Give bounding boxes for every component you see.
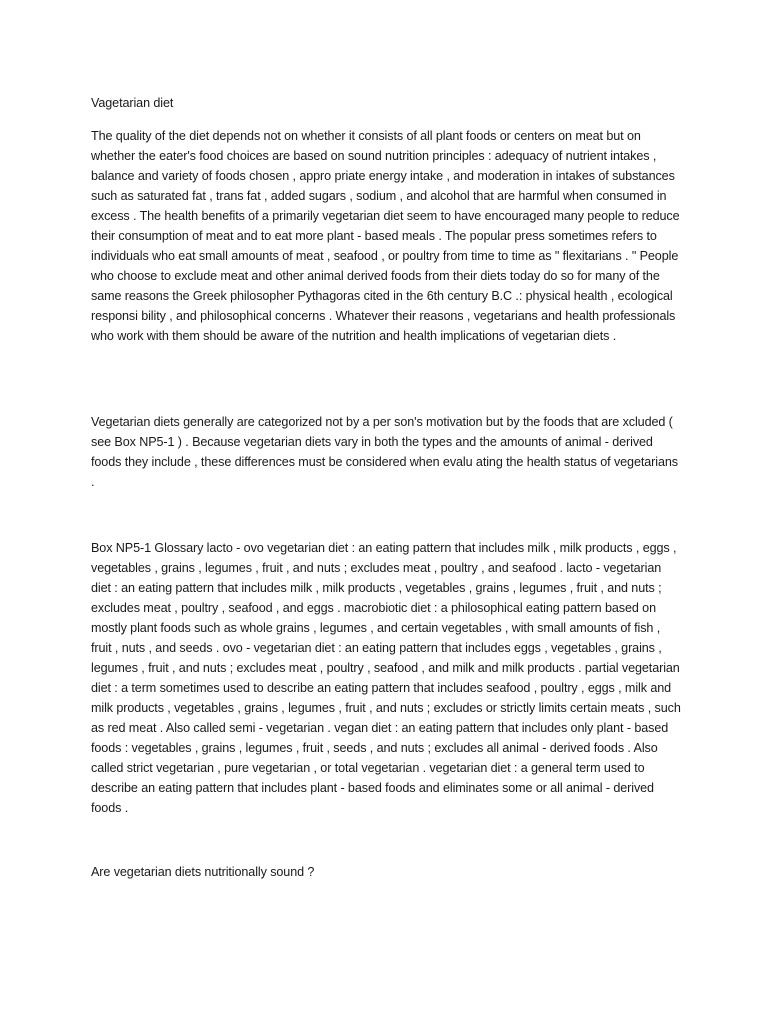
paragraph-diet-categories: Vegetarian diets generally are categorized not by a per son's motivation but by the foods that are xcluded ( see Box NP5-1 ) . Because vegetarian diets vary in both the types and the amounts of animal - derived foods they include , these differences must be considered when evalu ating the health status of vegetarians . (91, 415, 678, 489)
section-question: Are vegetarian diets nutritionally sound ? (91, 865, 315, 879)
document-title: Vagetarian diet (91, 96, 174, 110)
paragraph-glossary-box: Box NP5-1 Glossary lacto - ovo vegetarian diet : an eating pattern that includes milk , milk products , eggs , vegetables , grains , legumes , fruit , and nuts ; excludes meat , poultry , and seafood . lacto - vegetarian diet : an eating pattern that includes milk , milk products , vegetables , grains , legumes , fruit , and nuts ; excludes meat , poultry , seafood , and eggs . macrobiotic diet : a philosophical eating pattern based on mostly plant foods such as whole grains , legumes , and certain vegetables , with small amounts of fish , fruit , nuts , and seeds . ovo - vegetarian diet : an eating pattern that includes eggs , vegetables , grains , legumes , fruit , and nuts ; excludes meat , poultry , seafood , and milk and milk products . partial vegetarian diet : a term sometimes used to describe an eating pattern that includes seafood , poultry , eggs , milk and milk products , vegetables , grains , legumes , fruit , and nuts ; excludes or strictly limits certain meats , such as red meat . Also called semi - vegetarian . vegan diet : an eating pattern that includes only plant - based foods : vegetables , grains , legumes , fruit , seeds , and nuts ; excludes all animal - derived foods . Also called strict vegetarian , pure vegetarian , or total vegetarian . vegetarian diet : a general term used to describe an eating pattern that includes plant - based foods and eliminates some or all animal - derived foods . (91, 541, 681, 815)
paragraph-diet-quality: The quality of the diet depends not on whether it consists of all plant foods or centers on meat but on whether the eater's food choices are based on sound nutrition principles : adequacy of nutrient intakes , balance and variety of foods chosen , appro priate energy intake , and moderation in intakes of substances such as saturated fat , trans fat , added sugars , sodium , and alcohol that are harmful when consumed in excess . The health benefits of a primarily vegetarian diet seem to have encouraged many people to reduce their consumption of meat and to eat more plant - based meals . The popular press sometimes refers to individuals who eat small amounts of meat , seafood , or poultry from time to time as " flexitarians . " People who choose to exclude meat and other animal derived foods from their diets today do so for many of the same reasons the Greek philosopher Pythagoras cited in the 6th century B.C .: physical health , ecological responsi bility , and philosophical concerns . Whatever their reasons , vegetarians and health professionals who work with them should be aware of the nutrition and health implications of vegetarian diets . (91, 129, 680, 343)
